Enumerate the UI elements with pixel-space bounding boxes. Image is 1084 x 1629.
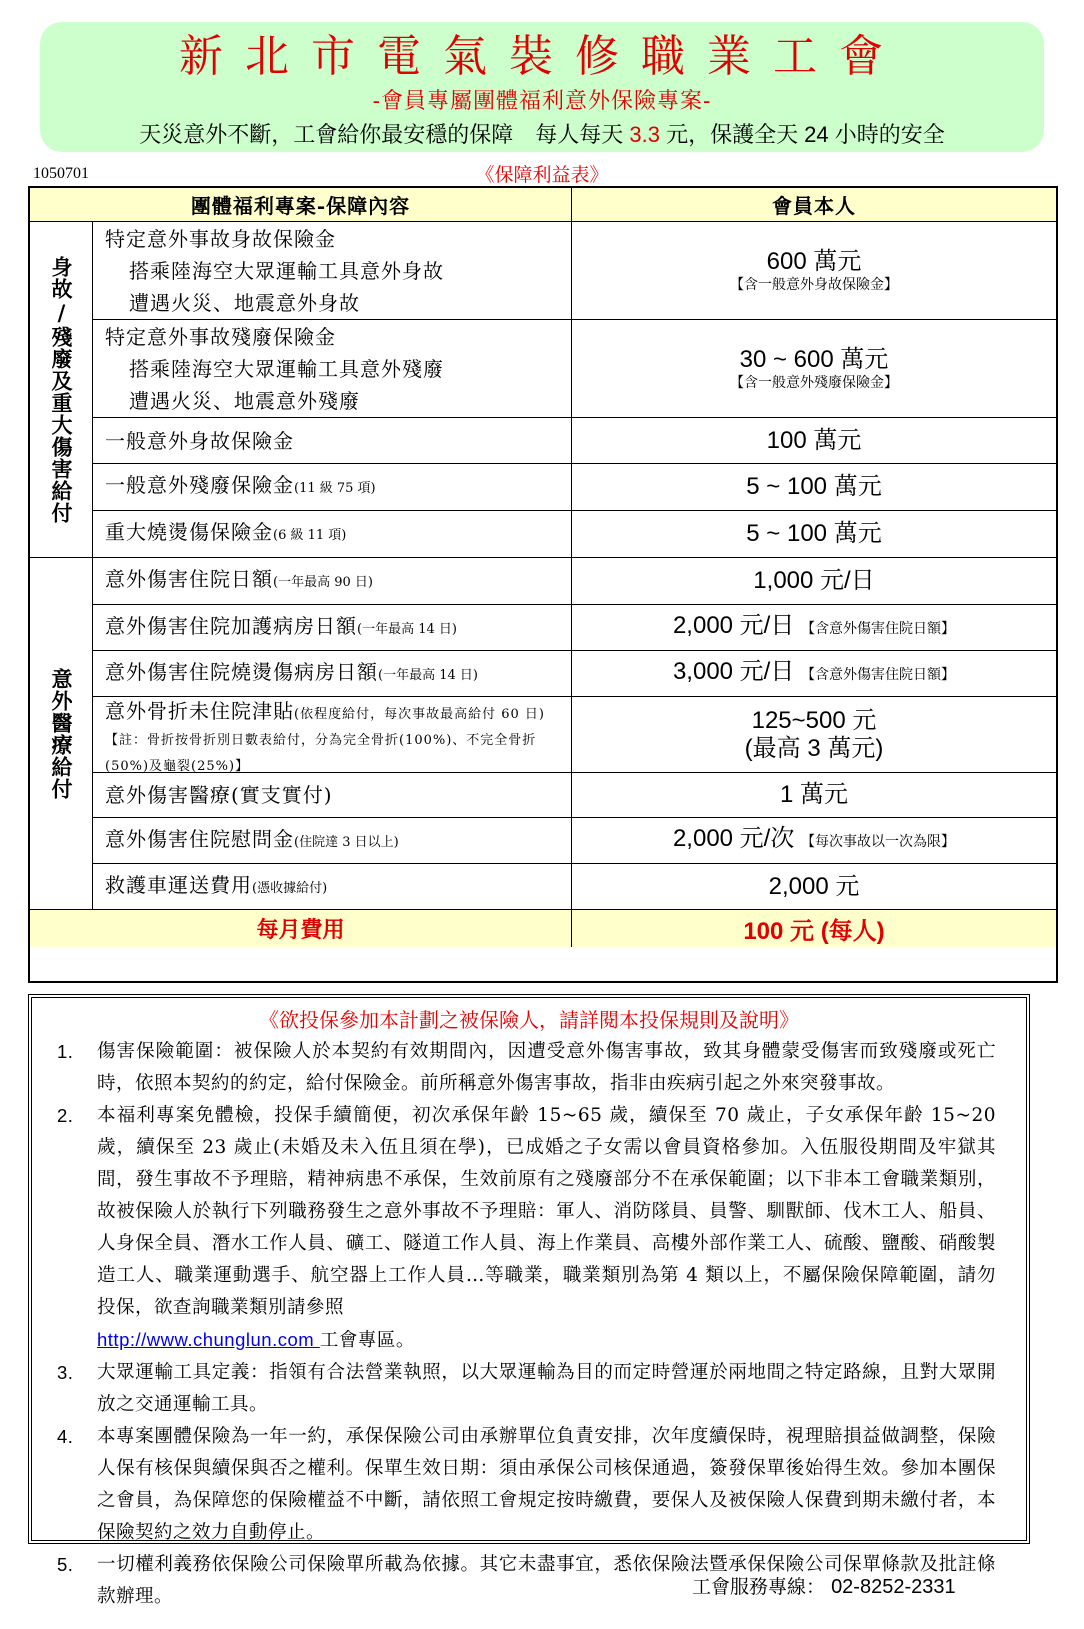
table-header-member: 會員本人: [572, 188, 1056, 222]
chunglun-link[interactable]: http://www.chunglun.com: [97, 1329, 320, 1350]
benefit-row-label: [93, 818, 572, 864]
category-death-disability: 身故/殘廢及重大傷害給付: [30, 222, 93, 558]
monthly-fee-value: 100 元 (每人): [572, 910, 1056, 947]
benefit-line-note: (11 級 75 項): [294, 481, 376, 496]
benefit-row-value: [572, 464, 1056, 511]
rule-text: 一切權利義務依保險公司保險單所載為依據。其它未盡事宜，悉依保險法暨承保保險公司保單條款及批註條款辦理。: [97, 1554, 996, 1607]
benefit-amount: 125~500 元: [751, 706, 877, 734]
benefit-line: 遭遇火災、地震意外身故: [129, 290, 360, 315]
document-code: 1050701: [33, 165, 89, 182]
slogan-price: 3.3: [629, 122, 660, 147]
benefit-row-label: [93, 605, 572, 651]
benefit-amount-note: 【含意外傷害住院日額】: [801, 667, 956, 683]
benefit-amount-cap: (最高 3 萬元): [744, 734, 884, 762]
rule-text: 本專案團體保險為一年一約，承保保險公司由承辦單位負責安排，次年度續保時，視理賠損益做調整，保險人保有核保與續保與否之權利。保單生效日期：須由承保公司核保通過，簽發保單後始得生效。參加本團保之會員，為保障您的保險權益不中斷，請依照工會規定按時繳費，要保人及被保險人保費到期未繳付者，本保險契約之效力自動停止。: [97, 1426, 996, 1543]
rule-item: [40, 1036, 996, 1100]
benefit-line-note: (一年最高 14 日): [378, 667, 478, 683]
benefit-row-value: [572, 558, 1056, 605]
benefit-row-label: [93, 418, 572, 464]
table-caption: 《保障利益表》: [475, 164, 609, 186]
benefit-row-label: [93, 464, 572, 511]
rules-list: [40, 1036, 996, 1613]
benefit-row-label: [93, 320, 572, 418]
benefit-line: 一般意外殘廢保險金: [105, 473, 294, 497]
benefit-amount: 600 萬元: [766, 247, 862, 275]
benefit-row-label: [93, 697, 572, 773]
benefit-line: 遭遇火災、地震意外殘廢: [129, 388, 360, 413]
page-subtitle: -會員專屬團體福利意外保險專案-: [372, 89, 712, 114]
benefit-row-value: [572, 818, 1056, 864]
slogan-text-pre: 天災意外不斷，工會給你最安穩的保障 每人每天: [139, 122, 630, 147]
benefit-line: 一般意外身故保險金: [105, 428, 294, 453]
header-banner: [40, 22, 1044, 152]
benefit-line: 救護車運送費用: [105, 872, 252, 897]
benefit-line: 意外傷害醫療(實支實付): [105, 783, 333, 807]
benefit-amount-note: 【含一般意外身故保險金】: [730, 276, 898, 293]
benefit-amount-note: 【每次事故以一次為限】: [801, 834, 956, 850]
rule-number: 2.: [57, 1105, 74, 1126]
rule-number: 5.: [57, 1554, 74, 1575]
benefit-row-label: [93, 773, 572, 818]
slogan-text-post: 元，保護全天 24 小時的安全: [659, 122, 945, 147]
benefit-row-value: [572, 511, 1056, 558]
benefit-row-value: [572, 418, 1056, 464]
rule-text: 傷害保險範圍：被保險人於本契約有效期間內，因遭受意外傷害事故，致其身體蒙受傷害而致殘廢或死亡時，依照本契約的約定，給付保險金。前所稱意外傷害事故，指非由疾病引起之外來突發事故。: [97, 1041, 996, 1094]
benefit-line: 搭乘陸海空大眾運輸工具意外身故: [129, 258, 444, 283]
benefit-row-value: [572, 864, 1056, 910]
benefit-amount-note: 【含一般意外殘廢保險金】: [730, 374, 898, 391]
rule-number: 4.: [57, 1426, 74, 1447]
rule-item: [40, 1100, 996, 1357]
benefit-line: 搭乘陸海空大眾運輸工具意外殘廢: [129, 356, 444, 381]
benefits-table: [28, 186, 1058, 983]
rule-text-after-link: 工會專區。: [319, 1330, 415, 1351]
benefit-line-note: (一年最高 90 日): [273, 575, 373, 590]
benefit-row-value: [572, 651, 1056, 697]
benefit-row-label: [93, 222, 572, 320]
benefit-line-note: (依程度給付，每次事故最高給付 60 日)【註：骨折按骨折別日數表給付，分為完全骨折(100%)、不完全骨折(50%)及龜裂(25%)】: [105, 707, 545, 774]
benefit-line: 意外傷害住院日額: [105, 567, 273, 591]
monthly-fee-label: 每月費用: [30, 910, 572, 947]
benefit-line: 意外傷害住院燒燙傷病房日額: [105, 659, 378, 684]
benefit-line: 特定意外事故身故保險金: [105, 226, 336, 251]
benefit-row-value: [572, 320, 1056, 418]
benefit-line: 特定意外事故殘廢保險金: [105, 324, 336, 349]
benefit-line: 意外骨折未住院津貼: [105, 699, 294, 723]
benefit-amount: 3,000 元/日: [672, 658, 795, 685]
rule-text: 大眾運輸工具定義：指領有合法營業執照，以大眾運輸為目的而定時營運於兩地間之特定路線，且對大眾開放之交通運輸工具。: [97, 1362, 996, 1415]
table-header-coverage: 團體福利專案-保障內容: [30, 188, 572, 222]
benefit-amount: 2,000 元: [768, 872, 860, 900]
benefit-amount: 100 萬元: [766, 426, 862, 454]
benefit-row-label: [93, 651, 572, 697]
benefit-amount: 1 萬元: [779, 781, 848, 808]
hotline-label: 工會服務專線：: [692, 1576, 826, 1598]
benefit-line: 重大燒燙傷保險金: [105, 520, 273, 544]
benefit-row-value: [572, 222, 1056, 320]
rule-number: 3.: [57, 1362, 74, 1383]
rules-title: 《欲投保參加本計劃之被保險人，請詳閱本投保規則及說明》: [259, 1008, 799, 1032]
rule-text: 本福利專案免體檢，投保手續簡便，初次承保年齡 15~65 歲，續保至 70 歲止，子女承保年齡 15~20 歲，續保至 23 歲止(未婚及未入伍且須在學)，已成婚之子女需以會員資格參加。入伍服役期間及牢獄其間，發生事故不予理賠，精神病患不承保，生效前原有之殘廢部分不在承保範圍；以下非本工會職業類別，故被保險人於執行下列職務發生之意外事故不予理賠：軍人、消防隊員、員警、馴獸師、伐木工人、船員、人身保全員、潛水工作人員、礦工、隧道工作人員、海上作業員、高樓外部作業工人、硫酸、鹽酸、硝酸製造工人、職業運動選手、航空器上工作人員…等職業，職業類別為第 4 類以上，不屬保險保障範圍，請勿投保，欲查詢職業類別請參照: [97, 1105, 996, 1318]
benefit-row-value: [572, 697, 1056, 773]
benefit-row-value: [572, 773, 1056, 818]
benefit-line-note: (住院達 3 日以上): [294, 834, 399, 850]
hotline-number: 02-8252-2331: [831, 1576, 956, 1598]
benefit-row-label: [93, 558, 572, 605]
benefit-row-label: [93, 511, 572, 558]
benefit-line-note: (憑收據給付): [252, 880, 328, 896]
benefit-amount: 1,000 元/日: [753, 567, 875, 594]
benefit-line-note: (一年最高 14 日): [357, 621, 457, 637]
benefit-amount: 2,000 元/次: [672, 825, 795, 852]
rule-item: [40, 1357, 996, 1421]
benefit-line: 意外傷害住院加護病房日額: [105, 613, 357, 638]
benefit-amount-note: 【含意外傷害住院日額】: [801, 621, 956, 637]
benefit-amount: 2,000 元/日: [672, 612, 795, 639]
benefit-amount: 5 ~ 100 萬元: [746, 473, 882, 500]
page-title: 新北市電氣裝修職業工會: [179, 31, 905, 82]
rule-item: [40, 1421, 996, 1549]
slogan: [40, 121, 1044, 149]
service-hotline: [692, 1572, 956, 1599]
benefit-row-label: [93, 864, 572, 910]
benefit-amount: 30 ~ 600 萬元: [739, 345, 889, 373]
benefit-amount: 5 ~ 100 萬元: [746, 520, 882, 547]
benefit-line-note: (6 級 11 項): [273, 528, 347, 543]
rule-number: 1.: [57, 1041, 74, 1062]
benefit-line: 意外傷害住院慰問金: [105, 826, 294, 851]
category-medical: 意外醫療給付: [30, 558, 93, 910]
benefit-row-value: [572, 605, 1056, 651]
